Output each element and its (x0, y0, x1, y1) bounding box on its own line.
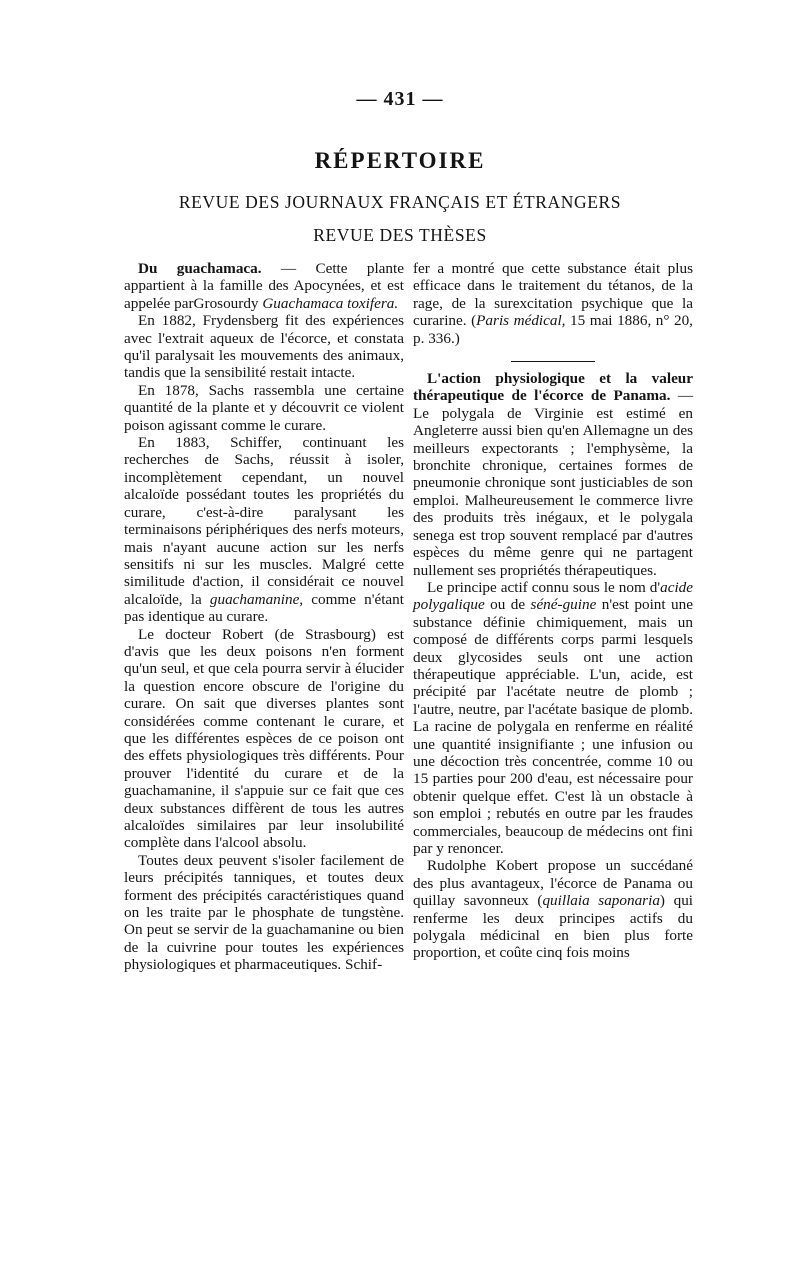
section-title: RÉPERTOIRE (314, 148, 486, 173)
article1-paragraph: En 1882, Frydensberg fit des expériences avec l'extrait aqueux de l'écorce, et constata qu'il paralysait les mouvements des animaux, tandis que la sensibilité restait intacte. (124, 312, 404, 382)
article2-heading: L'action physiologique et la valeur thérapeutique de l'écorce de Panama. (413, 370, 693, 405)
article1-source: Paris médical, (476, 312, 566, 330)
article1-text: fer a montré que cette substance était plus efficace dans le traitement du tétanos, de la rage, de la surexcitation psychique que la curarine. ( (413, 260, 693, 330)
article2-paragraph (413, 857, 693, 961)
article1-text: En 1883, Schiffer, continuant les recherches de Sachs, réussit à isoler, incomplètement cependant, un nouvel alcaloïde possédant toutes les propriétés du curare, c'est-à-dire paralysant les terminaisons périphériques des nerfs moteurs, mais n'ayant aucune action sur les nerfs sensitifs ni sur les muscles. Malgré cette similitude d'action, il considérait ce nouvel alcaloïde, la (124, 434, 404, 608)
article1-paragraph: Le docteur Robert (de Strasbourg) est d'avis que les deux poisons n'en forment qu'un seul, et que cela pourra servir à élucider la question encore obscure de l'origine du curare. On sait que diverses plantes sont considérées comme contenant le curare, et que les différentes espèces de ce poison ont des effets physiologiques très différents. Pour prouver l'identité du curare et de la guachamanine, il s'appuie sur ce fait que ces deux substances diffèrent de tous les autres alcaloïdes similaires par leur insolubilité complète dans l'alcool absolu. (124, 625, 404, 852)
article2-text: n'est point une substance définie chimiquement, mais un composé de différents corps parmi lesquels deux glycosides seuls ont une action thérapeutique appréciable. L'un, acide, est précipité par l'acétate neutre de plomb ; l'autre, neutre, par l'acétate basique de plomb. La racine de polygala en renferme en réalité une quantité insignifiante ; une infusion ou une décoction très concentrée, comme 10 ou 15 parties pour 200 d'eau, est nécessaire pour obtenir quelque effet. C'est là un obstacle à son emploi ; rebutés en outre par les fraudes commerciales, beaucoup de médecins ont fini par y renoncer. (413, 596, 693, 857)
article2-text: Le principe actif connu sous le nom d' (427, 578, 661, 596)
article2-italic-term: séné-guine (530, 596, 597, 614)
article1-paragraph (124, 434, 404, 625)
article2-text: ) qui renferme les deux principes actifs du polygala médicinal en bien plus forte proportion, et coûte cinq fois moins (413, 892, 694, 962)
article1-heading: Du guachamaca. (138, 260, 262, 277)
article1-paragraph (124, 260, 404, 312)
article2-text: Rudolphe Kobert propose un succédané des plus avantageux, l'écorce de Panama ou quillay savonneux ( (413, 857, 693, 910)
article2-paragraph (413, 579, 693, 858)
right-column (413, 260, 693, 962)
left-column (124, 260, 404, 974)
page-number: — 431 — (356, 88, 444, 110)
subtitle: REVUE DES JOURNAUX FRANÇAIS ET ÉTRANGERS (178, 192, 622, 212)
subtitle-theses: REVUE DES THÈSES (313, 225, 487, 245)
article2-italic-term: quillaia saponaria (542, 892, 660, 910)
article1-text: 15 mai 1886, n° 20, p. 336.) (413, 312, 693, 347)
article1-italic-term: Guachamaca toxifera. (262, 294, 399, 312)
article2-text: ou de (484, 596, 531, 614)
article1-paragraph: En 1878, Sachs rassembla une certaine quantité de la plante et y découvrit ce violent poison agissant comme le curare. (124, 381, 404, 434)
article1-italic-term: guachamanine, (209, 590, 304, 608)
article2-text: — Le polygala de Virginie est estimé en Angleterre aussi bien qu'en Allemagne un des meilleurs expectorants ; l'emphysème, la bronchite chronique, certaines formes de pneumonie chronique sont justiciables de son emploi. Malheureusement le commerce livre des produits très inégaux, et le polygala senega est trop souvent remplacé par d'autres espèces du même genre qui ne partagent nullement ses propriétés thérapeutiques. (413, 387, 694, 579)
article2-italic-term: acide polygalique (413, 578, 693, 614)
article-divider (511, 361, 595, 362)
article1-paragraph: Toutes deux peuvent s'isoler facilement de leurs précipités tanniques, et toutes deux forment des précipités caractéristiques quand on les traite par le phosphate de tungstène. On peut se servir de la guachamanine ou bien de la cuivrine pour toutes les expériences physiologiques et pharmaceutiques. Schif- (124, 851, 404, 974)
article1-paragraph-continued (413, 260, 693, 347)
article1-text: comme n'étant pas identique au curare. (124, 590, 404, 626)
article1-text: — Cette plante appartient à la famille des Apocynées, et est appelée parGrosourdy (124, 260, 404, 312)
article2-paragraph (413, 370, 693, 579)
